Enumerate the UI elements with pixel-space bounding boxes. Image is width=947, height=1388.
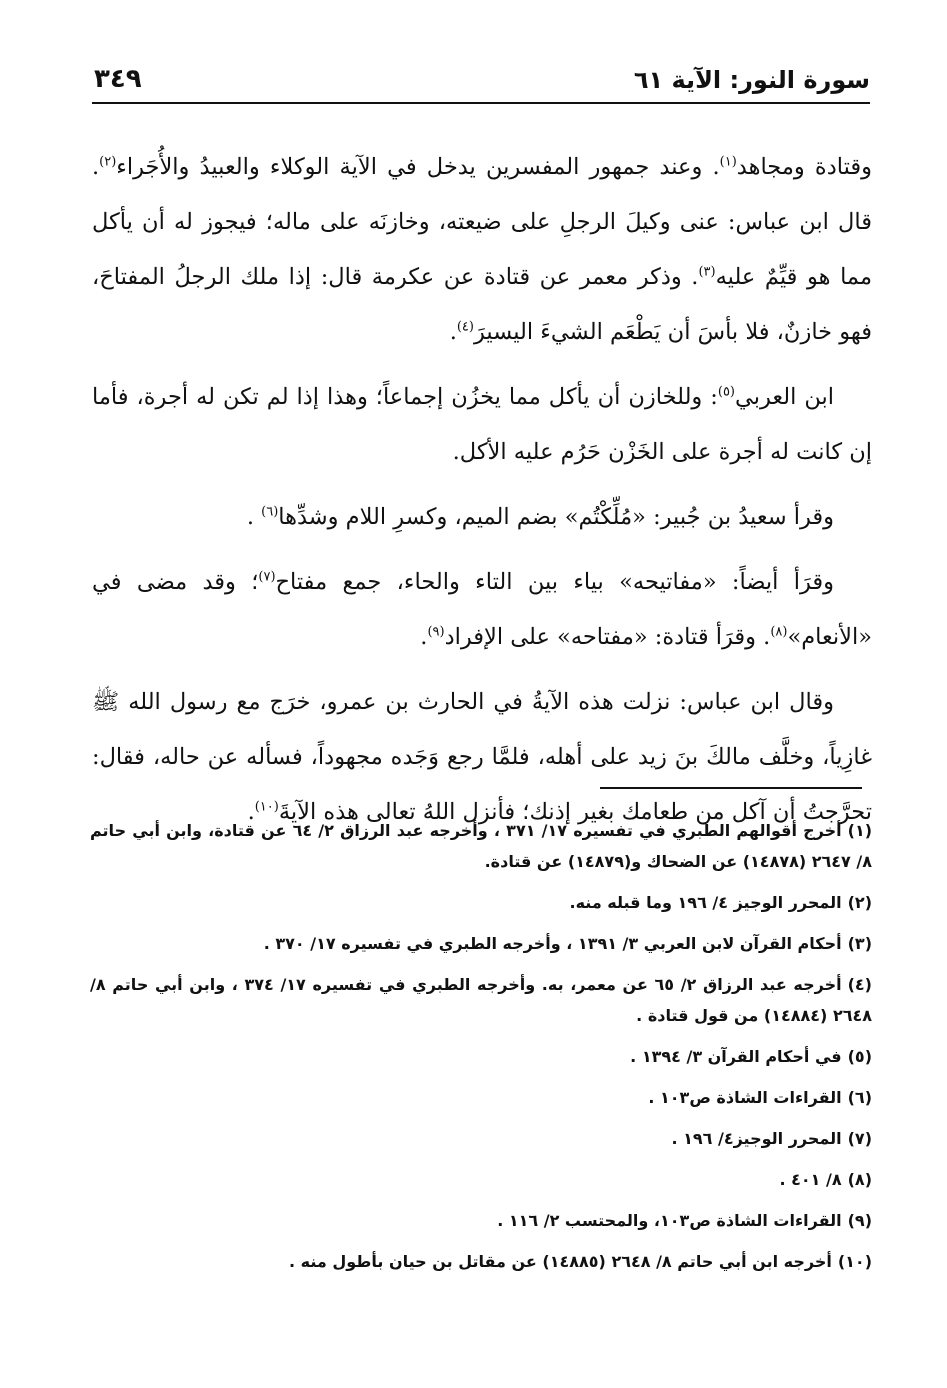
paragraph-4	[92, 555, 872, 665]
text-segment: ابن العربي	[735, 384, 834, 410]
footnote-text: المحرر الوجيز ٤/ ١٩٦ وما قبله منه.	[569, 893, 842, 912]
text-segment: .	[246, 504, 262, 530]
text-segment: .	[420, 624, 428, 650]
footnote-1	[90, 815, 872, 877]
footnote-text: المحرر الوجيز٤/ ١٩٦ .	[671, 1129, 842, 1148]
footnote-8	[90, 1164, 872, 1195]
footnote-9	[90, 1205, 872, 1236]
footnote-text: ٨/ ٤٠١ .	[779, 1170, 842, 1189]
footnote-ref: (٧)	[258, 569, 276, 585]
footnote-number: (١)	[847, 821, 873, 840]
footnote-number: (٩)	[847, 1211, 872, 1230]
text-segment: . وقرَأ قتادة: «مفتاحه» على الإفراد	[444, 624, 771, 650]
text-segment: وقرأ سعيدُ بن جُبير: «مُلِّكْتُم» بضم الميم، وكسرِ اللام وشدِّها	[278, 504, 834, 530]
text-segment: . وذكر معمر عن قتادة عن عكرمة قال: إذا ملك الرجلُ المفتاحَ، فهو خازنٌ، فلا بأسَ أن يَطْعَم الشيءَ اليسيرَ	[92, 264, 872, 345]
footnote-7	[90, 1123, 872, 1154]
footnote-6	[90, 1082, 872, 1113]
paragraph-3	[92, 490, 872, 545]
footnotes-section	[90, 815, 872, 1287]
footnote-ref: (١٠)	[254, 799, 279, 815]
footnote-ref: (٥)	[717, 384, 735, 400]
footnote-5	[90, 1041, 872, 1072]
text-segment: وقتادة ومجاهد	[736, 154, 872, 180]
footnote-ref: (٢)	[99, 154, 117, 170]
footnote-text: في أحكام القرآن ٣/ ١٣٩٤ .	[630, 1047, 842, 1066]
footnote-text: القراءات الشاذة ص١٠٣ .	[648, 1088, 842, 1107]
footnote-text: أخرج أقوالهم الطبري في تفسيره ١٧/ ٣٧١ ، وأخرجه عبد الرزاق ٢/ ٦٤ عن قتادة، وابن أبي حاتم ٨/ ٢٦٤٧ (١٤٨٧٨) عن الضحاك و(١٤٨٧٩) عن قتادة.	[90, 821, 872, 871]
page-header	[92, 58, 870, 104]
text-segment: . وعند جمهور المفسرين يدخل في الآية الوكلاء والعبيدُ والأُجَراء	[116, 154, 720, 180]
footnote-number: (٢)	[847, 893, 872, 912]
text-segment: وقال ابن عباس: نزلت هذه الآيةُ في الحارث بن عمرو، خرَج مع رسول الله ﷺ غازِياً، وخلَّف مالكَ بنَ زيد على أهله، فلمَّا رجع وَجَده مجهوداً، فسأله عن حاله، فقال: تحرَّجتُ أن آكل من طعامك بغير إذنك؛ فأنزل اللهُ تعالى هذه الآيةَ	[92, 689, 872, 825]
text-segment: . قال ابن عباس: عنى وكيلَ الرجلِ على ضيعته، وخازنَه على ماله؛ فيجوز له أن يأكل مما هو قيِّمٌ عليه	[92, 154, 872, 290]
footnote-ref: (٣)	[698, 264, 716, 280]
footnote-separator	[600, 787, 862, 789]
footnote-number: (٦)	[847, 1088, 872, 1107]
footnote-ref: (٤)	[456, 319, 474, 335]
footnote-3	[90, 928, 872, 959]
main-text	[92, 140, 872, 850]
footnote-10	[90, 1246, 872, 1277]
footnote-text: القراءات الشاذة ص١٠٣، والمحتسب ٢/ ١١٦ .	[497, 1211, 842, 1230]
footnote-4	[90, 969, 872, 1031]
footnote-number: (٧)	[847, 1129, 872, 1148]
text-segment: .	[247, 799, 255, 825]
footnote-ref: (١)	[719, 154, 737, 170]
footnote-text: أخرجه ابن أبي حاتم ٨/ ٢٦٤٨ (١٤٨٨٥) عن مقاتل بن حيان بأطول منه .	[289, 1252, 832, 1271]
text-segment: .	[449, 319, 457, 345]
footnote-ref: (٨)	[770, 624, 788, 640]
footnote-number: (٤)	[847, 975, 872, 994]
text-segment: ؛ وقد مضى في «الأنعام»	[92, 569, 872, 650]
text-segment: : وللخازن أن يأكل مما يخزُن إجماعاً؛ وهذا إذا لم تكن له أجرة، فأما إن كانت له أجرة على الخَزْن حَرُم عليه الأكل.	[92, 384, 872, 465]
text-segment: وقرَأ أيضاً: «مفاتيحه» بياء بين التاء والحاء، جمع مفتاح	[275, 569, 834, 595]
paragraph-2	[92, 370, 872, 480]
footnote-text: أحكام القرآن لابن العربي ٣/ ١٣٩١ ، وأخرجه الطبري في تفسيره ١٧/ ٣٧٠ .	[263, 934, 842, 953]
footnote-number: (٨)	[847, 1170, 872, 1189]
footnote-text: أخرجه عبد الرزاق ٢/ ٦٥ عن معمر، به. وأخرجه الطبري في تفسيره ١٧/ ٣٧٤ ، وابن أبي حاتم ٨/ ٢٦٤٨ (١٤٨٨٤) من قول قتادة .	[90, 975, 872, 1025]
footnote-ref: (٩)	[427, 624, 445, 640]
page-number: ٣٤٩	[94, 64, 142, 94]
paragraph-1	[92, 140, 872, 360]
footnote-number: (٣)	[847, 934, 872, 953]
surah-title: سورة النور: الآية ٦١	[633, 66, 870, 94]
footnote-number: (١٠)	[837, 1252, 872, 1271]
footnote-2	[90, 887, 872, 918]
footnote-number: (٥)	[847, 1047, 872, 1066]
footnote-ref: (٦)	[261, 504, 279, 520]
